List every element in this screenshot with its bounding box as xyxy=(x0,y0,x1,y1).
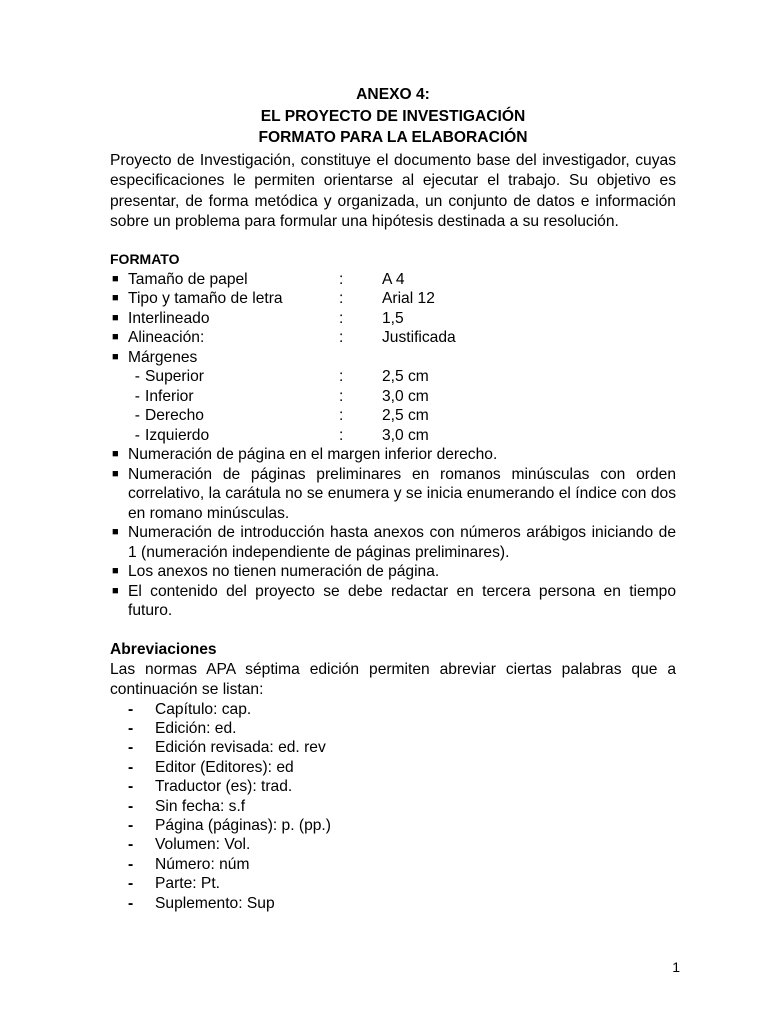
abbreviation-item xyxy=(110,894,676,913)
abbreviation-text: Editor (Editores): ed xyxy=(155,758,294,776)
annex-label: ANEXO 4: xyxy=(356,86,430,103)
abbreviation-item xyxy=(110,719,676,738)
abbreviation-text: Capítulo: cap. xyxy=(155,700,252,718)
document-subtitle: FORMATO PARA LA ELABORACIÓN xyxy=(258,129,528,146)
abbreviation-text: Edición: ed. xyxy=(155,719,237,737)
dash-marker: - xyxy=(134,387,140,405)
note-text: Los anexos no tienen numeración de página. xyxy=(128,563,440,580)
spec-separator: : xyxy=(339,329,344,346)
square-bullet-icon: ■ xyxy=(112,331,119,343)
abbreviation-text: Parte: Pt. xyxy=(155,875,221,893)
abbreviation-text: Sin fecha: s.f xyxy=(155,797,246,815)
spec-item xyxy=(110,289,676,309)
margin-value: 3,0 cm xyxy=(382,387,429,405)
margins-label: Márgenes xyxy=(128,348,198,366)
note-text: Numeración de páginas preliminares en romanos minúsculas con orden correlativo, la carátula no se enumera y se inicia enumerando el índice con dos en romano minúsculas. xyxy=(128,465,676,522)
dash-marker: - xyxy=(128,855,134,873)
square-bullet-icon: ■ xyxy=(112,526,119,538)
document-page xyxy=(110,84,676,913)
abbreviation-text: Volumen: Vol. xyxy=(155,836,251,854)
margin-row xyxy=(110,406,676,426)
abbreviation-text: Suplemento: Sup xyxy=(155,894,275,912)
abbreviation-item xyxy=(110,700,676,719)
abreviaciones-heading: Abreviaciones xyxy=(110,640,217,658)
margin-value: 2,5 cm xyxy=(382,407,429,424)
dash-marker: - xyxy=(134,407,140,424)
abbreviation-item xyxy=(110,777,676,796)
dash-marker: - xyxy=(128,816,134,834)
formato-list xyxy=(110,270,676,368)
formato-notes-list xyxy=(110,445,676,621)
note-text: El contenido del proyecto se debe redactar en tercera persona en tiempo futuro. xyxy=(128,582,676,619)
spec-value: Arial 12 xyxy=(382,290,435,307)
note-item xyxy=(110,445,676,465)
spec-separator: : xyxy=(339,387,344,405)
abbreviation-item xyxy=(110,758,676,777)
abreviaciones-intro: Las normas APA séptima edición permiten abreviar ciertas palabras que a continuación se listan: xyxy=(110,660,676,698)
dash-marker: - xyxy=(128,836,134,854)
dash-marker: - xyxy=(128,875,134,893)
square-bullet-icon: ■ xyxy=(112,350,119,363)
intro-paragraph: Proyecto de Investigación, constituye el documento base del investigador, cuyas especificaciones le permiten orientarse al ejecutar el trabajo. Su objetivo es presentar, de forma metódica y organizada, un conjunto de datos e información sobre un problema para formular una hipótesis destinada a su resolución. xyxy=(110,151,676,230)
spec-separator: : xyxy=(339,290,344,307)
spec-item xyxy=(110,328,676,348)
margin-row xyxy=(110,426,676,446)
abbreviation-text: Número: núm xyxy=(155,855,250,873)
spec-label: Tamaño de papel xyxy=(128,270,248,288)
square-bullet-icon: ■ xyxy=(112,467,119,480)
abbreviation-item xyxy=(110,797,676,816)
spec-item xyxy=(110,270,676,290)
spec-separator: : xyxy=(339,309,344,327)
dash-marker: - xyxy=(128,700,134,718)
abbreviation-item xyxy=(110,855,676,874)
spec-value: 1,5 xyxy=(382,309,404,327)
square-bullet-icon: ■ xyxy=(112,448,119,460)
margin-value: 3,0 cm xyxy=(382,426,429,444)
note-text: Numeración de introducción hasta anexos con números arábigos iniciando de 1 (numeración independiente de páginas preliminares). xyxy=(128,524,676,561)
document-title: EL PROYECTO DE INVESTIGACIÓN xyxy=(260,107,526,125)
margin-row xyxy=(110,367,676,387)
margin-label: Superior xyxy=(145,368,204,385)
abbreviation-text: Traductor (es): trad. xyxy=(155,778,293,796)
spec-value: Justificada xyxy=(382,329,456,346)
note-item xyxy=(110,465,676,524)
note-item xyxy=(110,523,676,562)
note-item xyxy=(110,562,676,582)
spec-separator: : xyxy=(339,368,344,385)
margin-row xyxy=(110,387,676,407)
dash-marker: - xyxy=(128,894,134,912)
margin-label: Inferior xyxy=(145,387,194,405)
spec-label: Interlineado xyxy=(128,309,210,327)
square-bullet-icon: ■ xyxy=(112,272,119,285)
square-bullet-icon: ■ xyxy=(112,565,119,577)
abbreviation-item xyxy=(110,738,676,757)
dash-marker: - xyxy=(134,426,140,444)
spec-label: Tipo y tamaño de letra xyxy=(128,290,283,307)
abbreviation-text: Página (páginas): p. (pp.) xyxy=(155,816,331,834)
dash-marker: - xyxy=(128,739,134,757)
note-item xyxy=(110,582,676,621)
abbreviation-item xyxy=(110,874,676,893)
abbreviation-item xyxy=(110,835,676,854)
dash-marker: - xyxy=(128,758,134,776)
abreviaciones-list xyxy=(110,700,676,913)
abbreviation-item xyxy=(110,816,676,835)
margin-label: Izquierdo xyxy=(145,426,210,444)
dash-marker: - xyxy=(134,368,140,385)
page-number: 1 xyxy=(672,959,680,975)
margins-item xyxy=(110,348,676,368)
abbreviation-text: Edición revisada: ed. rev xyxy=(155,739,326,757)
square-bullet-icon: ■ xyxy=(112,584,119,597)
margin-label: Derecho xyxy=(145,407,204,424)
spec-separator: : xyxy=(339,426,344,444)
margin-value: 2,5 cm xyxy=(382,368,429,385)
spec-item xyxy=(110,309,676,329)
spec-value: A 4 xyxy=(382,270,405,288)
dash-marker: - xyxy=(128,778,134,796)
spec-separator: : xyxy=(339,407,344,424)
margins-list xyxy=(110,367,676,445)
spec-separator: : xyxy=(339,270,344,288)
square-bullet-icon: ■ xyxy=(112,311,119,324)
note-text: Numeración de página en el margen inferior derecho. xyxy=(128,446,498,463)
square-bullet-icon: ■ xyxy=(112,292,119,304)
spec-label: Alineación: xyxy=(128,329,205,346)
formato-heading: FORMATO xyxy=(110,250,180,267)
dash-marker: - xyxy=(128,719,134,737)
dash-marker: - xyxy=(128,797,134,815)
